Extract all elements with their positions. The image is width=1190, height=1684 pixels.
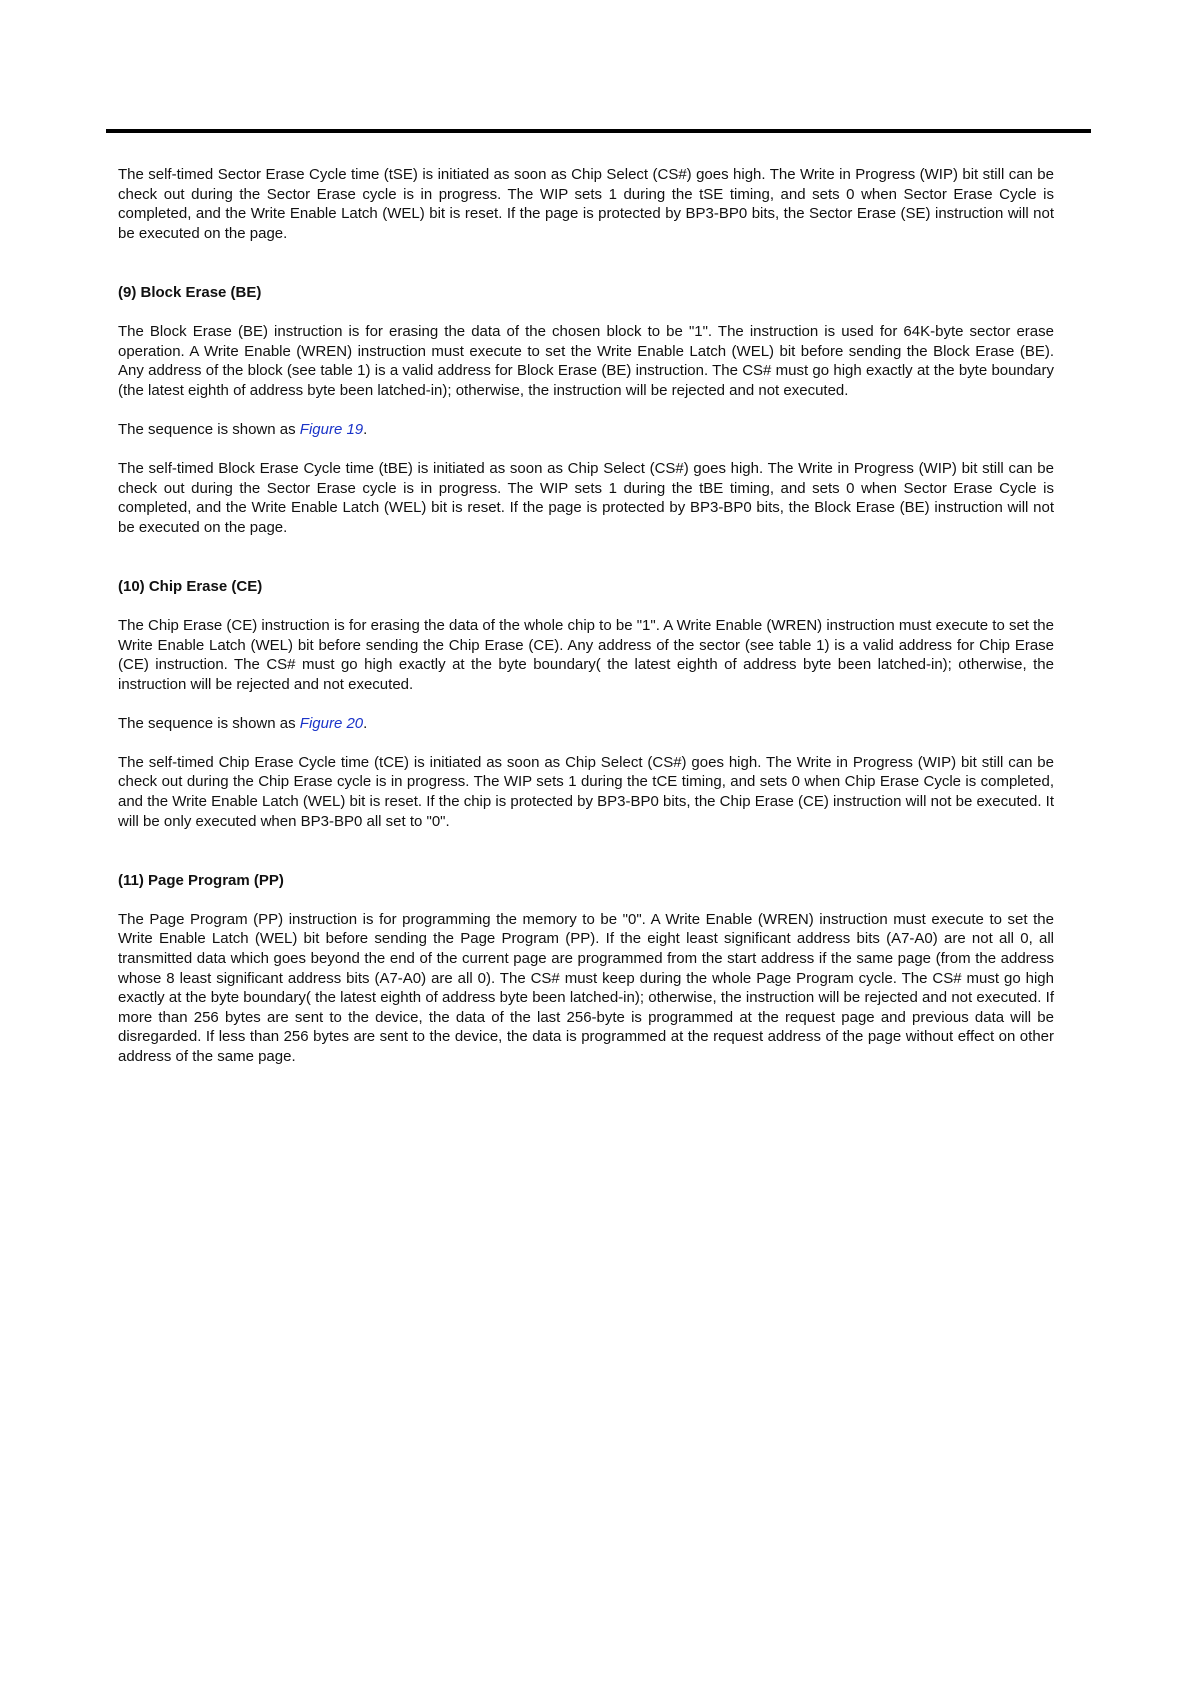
header-rule bbox=[106, 129, 1091, 133]
sector-erase-timing-paragraph: The self-timed Sector Erase Cycle time (tSE) is initiated as soon as Chip Select (CS#) goes high. The Write in Progress (WIP) bit still can be check out during the Sector Erase cycle is in progress. The WIP sets 1 during the tSE timing, and sets 0 when Sector Erase Cycle is completed, and the Write Enable Latch (WEL) bit is reset. If the page is protected by BP3-BP0 bits, the Sector Erase (SE) instruction will not be executed on the page. bbox=[118, 166, 1054, 242]
figure-19-link[interactable]: Figure 19 bbox=[299, 420, 364, 438]
block-erase-paragraph: The Block Erase (BE) instruction is for erasing the data of the chosen block to be "1". The instruction is used for 64K-byte sector erase operation. A Write Enable (WREN) instruction must execute to set the Write Enable Latch (WEL) bit before sending the Block Erase (BE). Any address of the block (see table 1) is a valid address for Block Erase (BE) instruction. The CS# must go high exactly at the byte boundary (the latest eighth of address byte been latched-in); otherwise, the instruction will be rejected and not executed. bbox=[118, 322, 1054, 399]
page-program-paragraph: The Page Program (PP) instruction is for programming the memory to be "0". A Write Enable (WREN) instruction must execute to set the Write Enable Latch (WEL) bit before sending the Page Program (PP). If the eight least significant address bits (A7-A0) are not all 0, all transmitted data which goes beyond the end of the current page are programmed from the start address if the same page (from the address whose 8 least significant address bits (A7-A0) are all 0). The CS# must keep during the whole Page Program cycle. The CS# must go high exactly at the byte boundary( the latest eighth of address byte been latched-in); otherwise, the instruction will be rejected and not executed. If more than 256 bytes are sent to the device, the data of the last 256-byte is programmed at the request page and previous data will be disregarded. If less than 256 bytes are sent to the device, the data is programmed at the request address of the page without effect on other address of the same page. bbox=[118, 910, 1054, 1065]
chip-erase-sequence-note: The sequence is shown as Figure 20. bbox=[118, 714, 368, 732]
block-erase-heading: (9) Block Erase (BE) bbox=[118, 283, 262, 301]
page-program-heading: (11) Page Program (PP) bbox=[118, 871, 284, 889]
block-erase-timing-paragraph: The self-timed Block Erase Cycle time (tBE) is initiated as soon as Chip Select (CS#) goes high. The Write in Progress (WIP) bit still can be check out during the Sector Erase cycle is in progress. The WIP sets 1 during the tBE timing, and sets 0 when Sector Erase Cycle is completed, and the Write Enable Latch (WEL) bit is reset. If the page is protected by BP3-BP0 bits, the Block Erase (BE) instruction will not be executed on the page. bbox=[118, 459, 1054, 536]
block-erase-sequence-note: The sequence is shown as Figure 19. bbox=[118, 420, 368, 438]
chip-erase-paragraph: The Chip Erase (CE) instruction is for erasing the data of the whole chip to be "1". A Write Enable (WREN) instruction must execute to set the Write Enable Latch (WEL) bit before sending the Chip Erase (CE). Any address of the sector (see table 1) is a valid address for Chip Erase (CE) instruction. The CS# must go high exactly at the byte boundary( the latest eighth of address byte been latched-in); otherwise, the instruction will be rejected and not executed. bbox=[118, 616, 1054, 693]
chip-erase-timing-paragraph: The self-timed Chip Erase Cycle time (tCE) is initiated as soon as Chip Select (CS#) goes high. The Write in Progress (WIP) bit still can be check out during the Chip Erase cycle is in progress. The WIP sets 1 during the tCE timing, and sets 0 when Chip Erase Cycle is completed, and the Write Enable Latch (WEL) bit is reset. If the chip is protected by BP3-BP0 bits, the Chip Erase (CE) instruction will not be executed. It will be only executed when BP3-BP0 all set to "0". bbox=[118, 753, 1054, 830]
figure-20-link[interactable]: Figure 20 bbox=[299, 714, 364, 732]
chip-erase-heading: (10) Chip Erase (CE) bbox=[118, 577, 263, 595]
document-body bbox=[118, 165, 1054, 1086]
